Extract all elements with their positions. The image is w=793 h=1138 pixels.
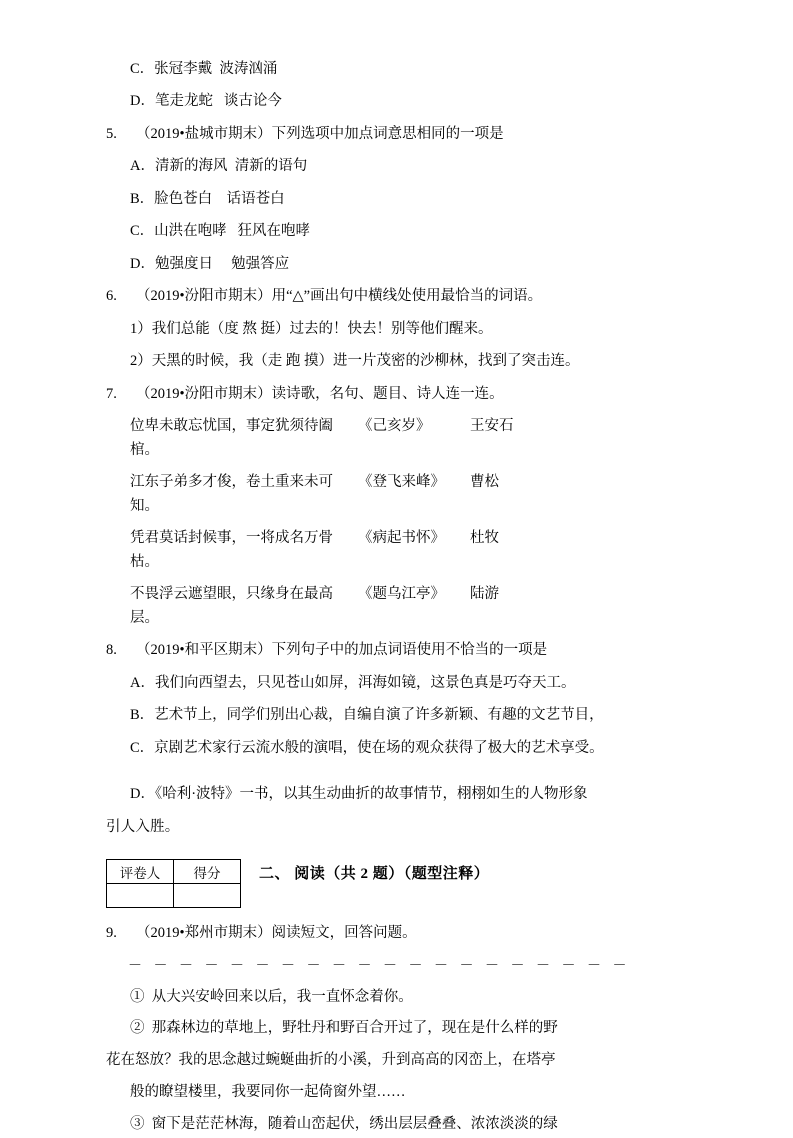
reading-paragraph: ③ 窗下是茫茫林海，随着山峦起伏，绣出层层叠叠、浓浓淡淡的绿 [130, 1115, 558, 1132]
poem-poet: 王安石 [470, 418, 514, 435]
section-heading: 二、 阅读（共 2 题）（题型注释） [259, 866, 490, 883]
match-row [106, 471, 697, 518]
table-row [107, 860, 241, 884]
option-line: D．《哈利·波特》一书，以其生动曲折的故事情节，栩栩如生的人物形象 [130, 786, 588, 803]
reading-paragraph: ① 从大兴安岭回来以后，我一直怀念着你。 [130, 988, 413, 1005]
option-line: B．艺术节上，同学们别出心裁，自编自演了许多新颖、有趣的文艺节目， [130, 707, 604, 724]
question-number: 6. [106, 288, 117, 305]
question-7 [106, 383, 697, 406]
poem-line: 不畏浮云遮望眼，只缘身在最高层。 [130, 586, 333, 626]
option-line: D．勉强度日 勉强答应 [130, 255, 290, 272]
question-stem: （2019•和平区期末）下列句子中的加点词语使用不恰当的一项是 [136, 642, 548, 659]
score-table-header-score: 得分 [174, 860, 241, 884]
match-row [106, 583, 697, 630]
poem-title: 《病起书怀》 [358, 530, 445, 547]
reading-paragraph: ② 那森林边的草地上，野牡丹和野百合开过了，现在是什么样的野 [130, 1020, 558, 1037]
question-number: 5. [106, 125, 117, 142]
sub-question-line: 1）我们总能（度 熬 挺）过去的！快去！别等他们醒来。 [130, 320, 493, 337]
poem-title: 《题乌江亭》 [358, 586, 445, 603]
dashed-divider: － － － － － － － － － － － － － － － － － － － － [128, 958, 631, 974]
reading-paragraph: 花在怒放？我的思念越过蜿蜒曲折的小溪，升到高高的冈峦上，在塔亭 [106, 1052, 556, 1069]
score-table-header-grader: 评卷人 [107, 860, 174, 884]
poem-title: 《己亥岁》 [358, 418, 431, 435]
option-line: A．我们向西望去，只见苍山如屏，洱海如镜，这景色真是巧夺天工。 [130, 674, 576, 691]
question-number: 8. [106, 642, 117, 659]
score-table [106, 859, 241, 908]
question-number: 9. [106, 925, 117, 942]
option-line: C．京剧艺术家行云流水般的演唱，使在场的观众获得了极大的艺术享受。 [130, 739, 604, 756]
question-5 [106, 123, 697, 146]
question-stem: （2019•汾阳市期末）读诗歌，名句、题目、诗人连一连。 [136, 385, 504, 402]
poem-title: 《登飞来峰》 [358, 474, 445, 491]
score-table-cell-score[interactable] [174, 884, 241, 908]
option-continuation: 引人入胜。 [106, 818, 180, 835]
option-line: A．清新的海风 清新的语句 [130, 158, 308, 175]
question-6 [106, 285, 697, 308]
spacer [106, 769, 697, 783]
section-block [106, 859, 697, 908]
poem-poet: 曹松 [470, 474, 499, 491]
question-stem: （2019•汾阳市期末）用“△”画出句中横线处使用最恰当的词语。 [136, 288, 543, 305]
poem-poet: 陆游 [470, 586, 499, 603]
reading-paragraph: 般的瞭望楼里，我要同你一起倚窗外望…… [130, 1083, 406, 1100]
match-row [106, 527, 697, 574]
question-number: 7. [106, 385, 117, 402]
question-stem: （2019•盐城市期末）下列选项中加点词意思相同的一项是 [136, 125, 504, 142]
sub-question-line: 2）天黑的时候，我（走 跑 摸）进一片茂密的沙柳林，找到了突击连。 [130, 353, 580, 370]
option-line: B．脸色苍白 话语苍白 [130, 190, 285, 207]
option-line: C．山洪在咆哮 狂风在咆哮 [130, 223, 311, 240]
match-row [106, 415, 697, 462]
poem-line: 位卑未敢忘忧国，事定犹须待阖棺。 [130, 418, 333, 458]
option-line: D．笔走龙蛇 谈古论今 [130, 93, 282, 110]
poem-poet: 杜牧 [470, 530, 499, 547]
poem-line: 凭君莫话封候事，一将成名万骨枯。 [130, 530, 333, 570]
question-9 [106, 922, 697, 945]
question-stem: （2019•郑州市期末）阅读短文，回答问题。 [136, 925, 417, 942]
option-line: C．张冠李戴 波涛汹涌 [130, 61, 278, 77]
poem-line: 江东子弟多才俊，卷土重来未可知。 [130, 474, 333, 514]
question-8 [106, 639, 697, 662]
score-table-cell-grader[interactable] [107, 884, 174, 908]
table-row [107, 884, 241, 908]
